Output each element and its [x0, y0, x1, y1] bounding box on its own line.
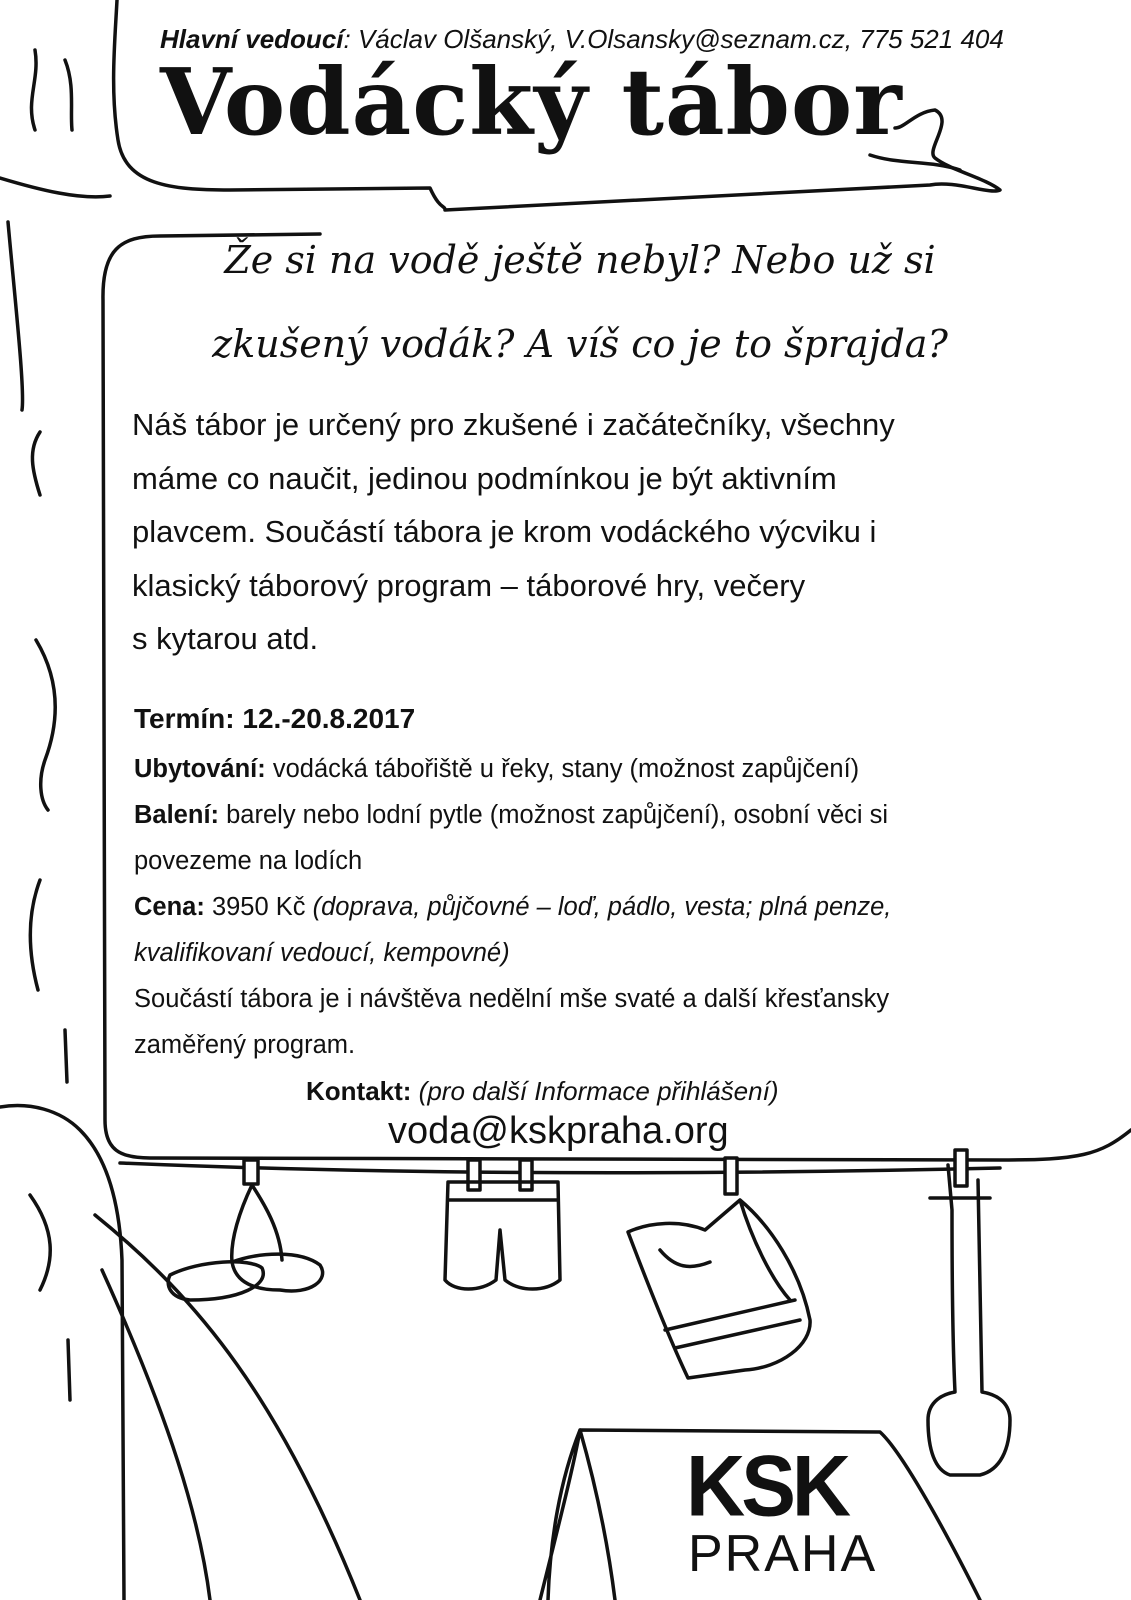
price-value: 3950 Kč	[204, 893, 313, 921]
trunk-bark-8	[65, 1030, 67, 1082]
contact-label: Kontakt:	[306, 1076, 412, 1106]
slogan-line-1: Že si na vodě ještě nebyl? Nebo už si	[224, 238, 936, 282]
intro-line: máme co naučit, jedinou podmínkou je být aktivním	[132, 460, 837, 496]
peg-5	[955, 1150, 967, 1186]
trunk-bark-1	[0, 178, 110, 197]
program-row: Součástí tábora je i návštěva nedělní mše svaté a další křesťansky	[134, 985, 890, 1013]
lodging-row	[134, 746, 1014, 792]
price-note: (doprava, půjčovné – loď, pádlo, vesta; plná penze,	[312, 893, 892, 921]
peg-3	[520, 1160, 532, 1190]
intro-line: s kytarou atd.	[132, 621, 319, 656]
ksk-logo: KSK	[686, 1438, 848, 1535]
trunk-bark-5	[32, 432, 40, 495]
packing-label: Balení:	[134, 801, 220, 829]
paddle	[928, 1165, 1010, 1475]
packing-row-cont: povezeme na lodích	[134, 847, 363, 875]
shoe-right	[232, 1254, 323, 1291]
trunk-bark-9	[30, 1195, 50, 1290]
life-vest	[628, 1200, 810, 1378]
price-note-2: kvalifikovaní vedoucí, kempovné)	[134, 939, 510, 967]
peg-2	[468, 1160, 480, 1190]
leader-contact: : Václav Olšanský, V.Olsansky@seznam.cz, 775 521 404	[343, 24, 1004, 54]
trunk-bark-4	[8, 222, 23, 410]
price-label: Cena:	[134, 893, 205, 921]
branch-twig	[870, 155, 960, 170]
trunk-bark-10	[68, 1340, 70, 1400]
price-row	[134, 884, 1014, 930]
price-note-cont	[134, 930, 1014, 976]
intro-line: Náš tábor je určený pro zkušené i začátečníky, všechny	[132, 407, 895, 442]
contact-line	[306, 1076, 778, 1107]
shoe-left	[168, 1262, 263, 1300]
trunk-left-edge	[0, 1106, 124, 1600]
term-label: Termín:	[134, 703, 235, 734]
praha-logo: PRAHA	[688, 1525, 878, 1583]
intro-line: klasický táborový program – táborové hry, večery	[132, 567, 806, 603]
trunk-bark-2	[31, 50, 36, 130]
trunk-bark-3	[65, 60, 72, 130]
shorts	[445, 1182, 560, 1289]
intro-line: plavcem. Součástí tábora je krom vodáckého výcviku i	[132, 514, 877, 549]
camp-details	[134, 696, 1014, 1068]
contact-note: (pro další Informace přihlášení)	[411, 1076, 779, 1106]
packing-row	[134, 792, 1014, 838]
term-row	[134, 696, 1014, 742]
lodging-label: Ubytování:	[134, 755, 266, 783]
trunk-bark-7	[30, 880, 40, 990]
peg-4	[725, 1158, 737, 1194]
slogan-line-2: zkušený vodák? A víš co je to šprajda?	[212, 322, 948, 366]
peg-1	[244, 1160, 258, 1184]
program-row-cont: zaměřený program.	[134, 1031, 356, 1059]
trunk-bark-6	[36, 640, 55, 810]
packing-value: barely nebo lodní pytle (možnost zapůjčení), osobní věci si	[219, 801, 889, 829]
term-value: 12.-20.8.2017	[234, 703, 416, 734]
leader-label: Hlavní vedoucí	[160, 24, 344, 54]
tent-outline	[95, 1215, 360, 1600]
page-title: Vodácký tábor	[160, 48, 903, 156]
intro-text	[132, 398, 1012, 666]
contact-email-link[interactable]: voda@kskpraha.org	[388, 1110, 729, 1152]
lodging-value: vodácká tábořiště u řeky, stany (možnost zapůjčení)	[265, 755, 860, 783]
